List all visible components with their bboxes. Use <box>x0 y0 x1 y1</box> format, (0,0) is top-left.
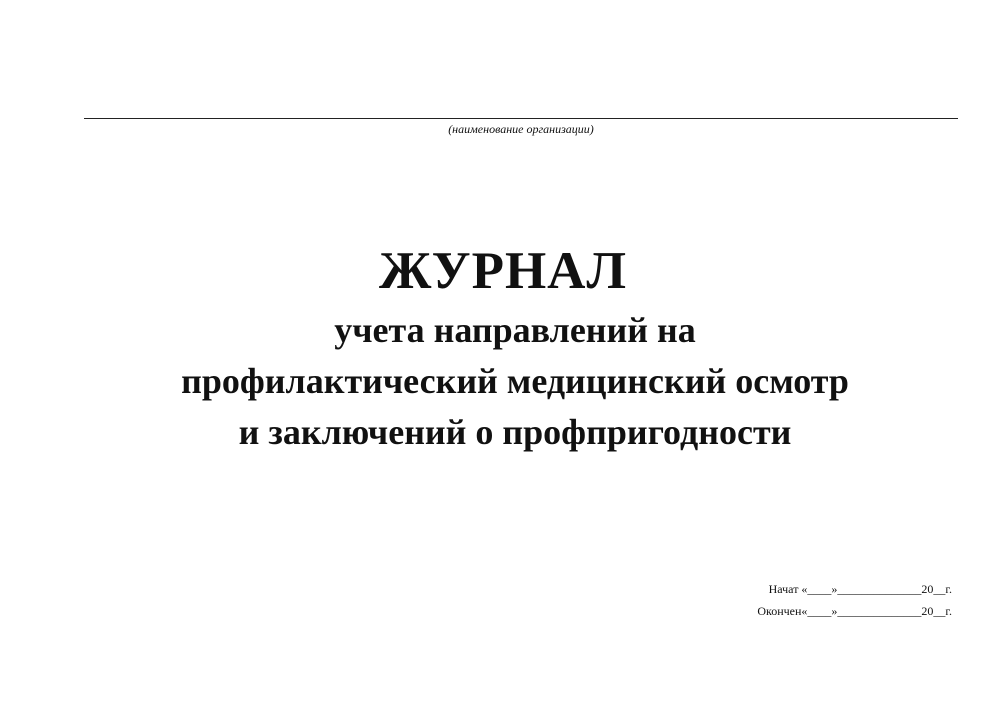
journal-dates <box>600 578 952 622</box>
journal-title: ЖУРНАЛ <box>379 242 627 300</box>
journal-subtitle <box>0 305 1006 458</box>
subtitle-line-1: учета направлений на <box>334 310 696 350</box>
start-date-field: Начат «____»______________20__г. <box>768 582 952 596</box>
organization-name-line <box>84 118 958 119</box>
subtitle-line-2: профилактический медицинский осмотр <box>181 361 849 401</box>
end-date-field: Окончен«____»______________20__г. <box>757 604 952 618</box>
subtitle-line-3: и заключений о профпригодности <box>238 412 792 452</box>
organization-name-caption: (наименование организации) <box>448 122 594 136</box>
